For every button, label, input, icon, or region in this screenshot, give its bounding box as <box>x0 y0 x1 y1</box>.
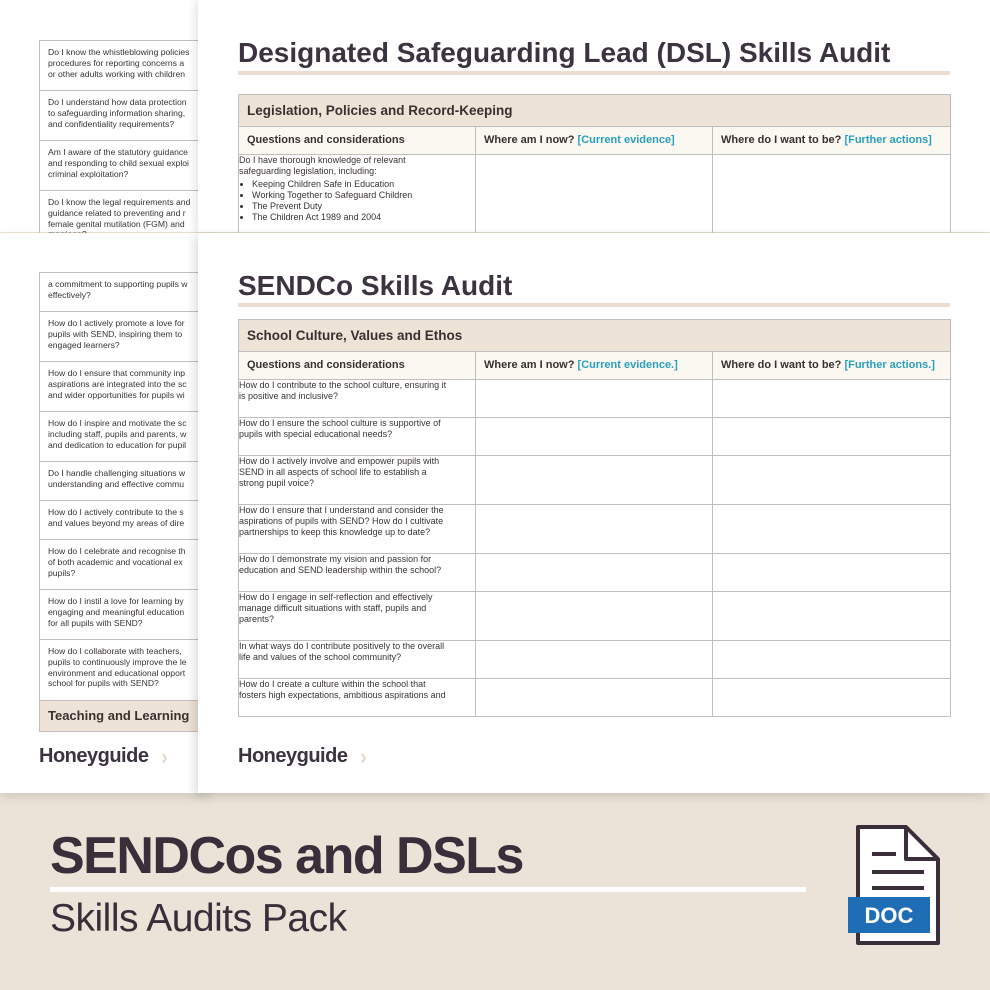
dsl-audit-page <box>198 0 990 232</box>
actions-cell[interactable] <box>713 380 951 418</box>
question-line: How do I contribute to the school culture, ensuring it <box>239 380 447 390</box>
row-line: including staff, pupils and parents, w <box>48 428 187 439</box>
row-line: How do I ensure that community inp <box>48 368 186 378</box>
question-line: aspirations of pupils with SEND? How do I cultivate <box>239 516 444 526</box>
question-line: How do I demonstrate my vision and passion for <box>239 554 432 564</box>
row-line: Do I know the legal requirements and <box>48 197 191 207</box>
section-header-row <box>239 320 951 352</box>
question-line: How do I create a culture within the school that <box>239 679 426 689</box>
row-line: a commitment to supporting pupils w <box>48 279 188 289</box>
title-rule <box>238 71 950 75</box>
row-line: Do I know the whistleblowing policies <box>48 47 190 57</box>
row-line: How do I actively promote a love for <box>48 318 185 328</box>
row-line: Do I understand how data protection <box>48 97 187 107</box>
sendco-audit-table <box>238 319 951 717</box>
question-cell <box>239 554 476 592</box>
question-line: How do I actively involve and empower pupils with <box>239 456 440 466</box>
evidence-cell[interactable] <box>476 380 713 418</box>
question-line: How do I ensure the school culture is supportive of <box>239 418 441 428</box>
col-current-accent: [Current evidence.] <box>577 359 678 371</box>
question-cell <box>239 418 476 456</box>
sendco-back-page <box>0 233 210 793</box>
actions-cell[interactable] <box>713 641 951 679</box>
row-line: and wider opportunities for pupils wi <box>48 389 185 400</box>
row-line: and values beyond my areas of dire <box>48 517 185 528</box>
evidence-cell[interactable] <box>476 679 713 717</box>
list-item: • The Prevent Duty <box>252 201 475 212</box>
doc-badge-label: DOC <box>864 903 914 928</box>
row-line: How do I actively contribute to the s <box>48 507 184 517</box>
question-line: is positive and inclusive? <box>239 391 339 401</box>
actions-cell[interactable] <box>713 456 951 505</box>
row-line: for all pupils with SEND? <box>48 617 143 628</box>
row-line: understanding and effective commu <box>48 478 184 489</box>
question-line: Do I have thorough knowledge of relevant <box>239 155 406 165</box>
question-cell <box>239 380 476 418</box>
row-line: pupils? <box>48 567 76 578</box>
table-row <box>239 380 951 418</box>
col-questions-header: Questions and considerations <box>239 352 476 380</box>
actions-cell[interactable] <box>713 418 951 456</box>
question-cell <box>239 505 476 554</box>
list-item: • Keeping Children Safe in Education <box>252 179 475 190</box>
legislation-list <box>239 179 475 223</box>
col-current-label: Where am I now? <box>484 359 575 371</box>
table-row <box>239 505 951 554</box>
row-line: environment and educational opport <box>48 667 186 678</box>
honeyguide-logo <box>238 745 367 769</box>
col-questions-header: Questions and considerations <box>239 127 476 155</box>
dsl-audit-title: Designated Safeguarding Lead (DSL) Skills Audit <box>238 37 891 68</box>
evidence-cell[interactable] <box>476 456 713 505</box>
question-line: pupils with special educational needs? <box>239 429 393 439</box>
row-line: engaging and meaningful education <box>48 606 185 617</box>
banner-title: SENDCos and DSLs <box>50 827 523 885</box>
actions-cell[interactable] <box>713 505 951 554</box>
col-further-accent: [Further actions] <box>844 134 932 146</box>
row-line: How do I inspire and motivate the sc <box>48 418 187 428</box>
actions-cell[interactable] <box>713 679 951 717</box>
row-line: How do I collaborate with teachers, <box>48 646 182 656</box>
table-row <box>239 592 951 641</box>
banner-subtitle: Skills Audits Pack <box>50 897 347 940</box>
logo-chevron-icon: › <box>360 746 367 769</box>
question-line: education and SEND leadership within the school? <box>239 565 442 575</box>
actions-cell[interactable] <box>713 155 951 245</box>
logo-text: Honeyguide <box>39 745 149 767</box>
col-further-header <box>713 352 951 380</box>
question-line: How do I ensure that I understand and consider the <box>239 505 444 515</box>
row-line: Do I handle challenging situations w <box>48 468 186 478</box>
dsl-audit-table <box>238 94 951 245</box>
row-line: guidance related to preventing and r <box>48 207 186 218</box>
row-line: procedures for reporting concerns a <box>48 57 185 68</box>
row-line: pupils to continuously improve the le <box>48 656 187 667</box>
col-current-accent: [Current evidence] <box>577 134 675 146</box>
row-line: Am I aware of the statutory guidance <box>48 147 188 157</box>
evidence-cell[interactable] <box>476 641 713 679</box>
col-further-label: Where do I want to be? <box>721 134 842 146</box>
question-line: fosters high expectations, ambitious aspirations and <box>239 690 446 700</box>
title-rule <box>238 303 950 307</box>
row-line: female genital mutilation (FGM) and <box>48 218 185 229</box>
row-line: pupils with SEND, inspiring them to <box>48 328 183 339</box>
col-further-accent: [Further actions.] <box>844 359 935 371</box>
section-title: School Culture, Values and Ethos <box>239 320 951 352</box>
evidence-cell[interactable] <box>476 155 713 245</box>
table-row <box>239 155 951 245</box>
question-line: safeguarding legislation, including: <box>239 166 377 176</box>
actions-cell[interactable] <box>713 554 951 592</box>
row-line: of both academic and vocational ex <box>48 556 183 567</box>
table-row <box>239 641 951 679</box>
question-line: strong pupil voice? <box>239 478 315 488</box>
table-row <box>239 679 951 717</box>
question-cell <box>239 679 476 717</box>
section-title: Legislation, Policies and Record-Keeping <box>239 95 951 127</box>
question-line: parents? <box>239 614 275 624</box>
evidence-cell[interactable] <box>476 505 713 554</box>
col-current-header <box>476 127 713 155</box>
row-line: and dedication to education for pupil <box>48 439 187 450</box>
row-line: and responding to child sexual exploi <box>48 157 189 168</box>
question-line: How do I engage in self-reflection and effectively <box>239 592 433 602</box>
column-header-row <box>239 127 951 155</box>
row-line: How do I celebrate and recognise th <box>48 546 186 556</box>
logo-text: Honeyguide <box>238 745 348 767</box>
evidence-cell[interactable] <box>476 592 713 641</box>
row-line: to safeguarding information sharing, <box>48 107 186 118</box>
col-current-header <box>476 352 713 380</box>
question-line: life and values of the school community? <box>239 652 402 662</box>
row-line: criminal exploitation? <box>48 168 129 179</box>
dsl-back-page <box>0 0 210 232</box>
col-further-label: Where do I want to be? <box>721 359 842 371</box>
question-cell <box>239 155 476 245</box>
banner-rule <box>50 887 806 892</box>
question-line: manage difficult situations with staff, pupils and <box>239 603 427 613</box>
row-line: aspirations are integrated into the sc <box>48 378 187 389</box>
row-line: How do I instil a love for learning by <box>48 596 184 606</box>
table-row <box>239 456 951 505</box>
row-line: or other adults working with children <box>48 68 186 79</box>
honeyguide-logo <box>39 745 168 769</box>
question-line: SEND in all aspects of school life to establish a <box>239 467 427 477</box>
actions-cell[interactable] <box>713 592 951 641</box>
list-item: • The Children Act 1989 and 2004 <box>252 212 475 223</box>
question-line: In what ways do I contribute positively to the overall <box>239 641 445 651</box>
col-further-header <box>713 127 951 155</box>
sendco-audit-title: SENDCo Skills Audit <box>238 270 513 301</box>
list-item: • Working Together to Safeguard Children <box>252 190 475 201</box>
teaching-learning-section: Teaching and Learning <box>40 701 240 732</box>
logo-chevron-icon: › <box>161 746 168 769</box>
question-cell <box>239 456 476 505</box>
row-line: school for pupils with SEND? <box>48 678 159 689</box>
table-row <box>239 418 951 456</box>
evidence-cell[interactable] <box>476 554 713 592</box>
evidence-cell[interactable] <box>476 418 713 456</box>
question-cell <box>239 641 476 679</box>
table-row <box>239 554 951 592</box>
row-line: engaged learners? <box>48 339 120 350</box>
question-line: partnerships to keep this knowledge up to date? <box>239 527 431 537</box>
column-header-row <box>239 352 951 380</box>
row-line: effectively? <box>48 289 91 300</box>
question-cell <box>239 592 476 641</box>
doc-file-icon <box>846 824 944 946</box>
col-current-label: Where am I now? <box>484 134 575 146</box>
section-header-row <box>239 95 951 127</box>
row-line: and confidentiality requirements? <box>48 118 175 129</box>
sendco-audit-page <box>198 233 990 793</box>
